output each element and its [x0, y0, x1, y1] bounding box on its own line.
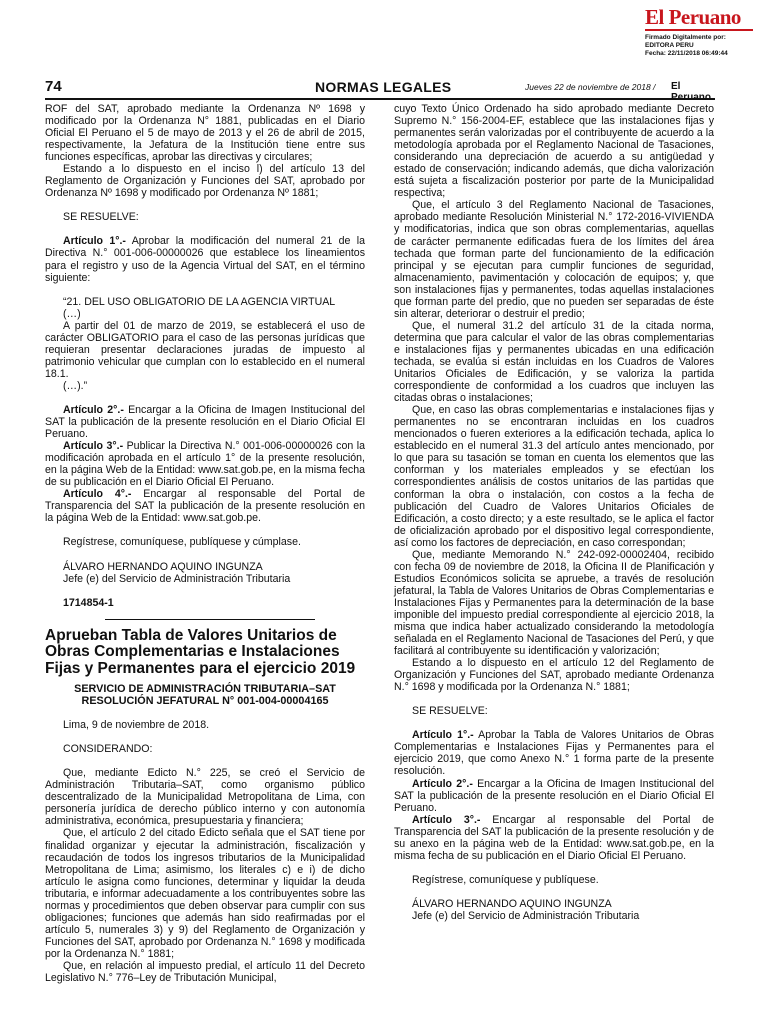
quote-body: A partir del 01 de marzo de 2019, se establecerá el uso de carácter OBLIGATORIO para el caso de las personas jurídicas que requieran presentar declaraciones juradas de impuesto al patrimonio vehicular que cumplan con lo establecido en el numeral 18.1.	[45, 319, 365, 380]
article-label: Artículo 3°.-	[412, 813, 481, 826]
article-text: Aprobar la modificación del numeral 21 de la Directiva N.° 001-006-00000026 que establece los lineamientos para el registro y uso de la Agencia Virtual del SAT, en el término siguiente:	[45, 235, 365, 284]
issue-date: Jueves 22 de noviembre de 2018 /	[525, 82, 656, 92]
paragraph: Que, en caso las obras complementarias e instalaciones fijas y permanentes no se encontraran incluidas en los cuadros mencionados o fueren exteriores a la edificación techada, aplica lo establecido en el numeral 31.3 del artículo antes mencionado, por lo que para su tasación se toman en cuenta los elementos que las conforman y los materiales empleados y se efectúan los correspondientes análisis de costos unitarios de las partidas que conforman la obra o instalación, con costos a la fecha de publicación del Cuadro de Valores Unitarios Oficiales de Edificación, a costo directo; y a este resultado, se le aplica el factor de oficialización aprobado por el dispositivo legal correspondiente, así como los factores de depreciación, en caso correspondan;	[394, 404, 714, 549]
article-label: Artículo 1°.-	[412, 729, 474, 742]
article-3	[45, 440, 365, 488]
article-text: Encargar al responsable del Portal de Transparencia del SAT la publicación de la presente resolución y de su anexo en la página web de la Entidad: www.sat.gob.pe, en la misma fecha de su publicación en el Diario Oficial El Peruano.	[394, 813, 714, 862]
publication-code: 1714854-1	[63, 596, 114, 609]
paragraph: Que, en relación al impuesto predial, el artículo 11 del Decreto Legislativo N.° 776–Ley de Tributación Municipal,	[45, 959, 365, 985]
header-rule	[45, 98, 715, 100]
article-label: Artículo 4°.-	[63, 488, 132, 501]
place-date: Lima, 9 de noviembre de 2018.	[63, 719, 210, 732]
article-text: Encargar al responsable del Portal de Transparencia del SAT la publicación de la presente resolución en la página Web de la Entidad: www.sat.gob.pe.	[45, 488, 365, 525]
paragraph: Que, mediante Edicto N.° 225, se creó el Servicio de Administración Tributaria–SAT, como organismo público descentralizado de la Municipalidad Metropolitana de Lima, con personería jurídica de derecho público interno y con autonomía administrativa, económica, presupuestaria y financiera;	[45, 767, 365, 828]
article-label: Artículo 2°.-	[63, 403, 124, 416]
closing-formula: Regístrese, comuníquese, publíquese y cúmplase.	[63, 536, 301, 549]
considerando: CONSIDERANDO:	[63, 743, 153, 756]
el-peruano-logo: El Peruano	[645, 5, 741, 29]
paragraph: Estando a lo dispuesto en el artículo 12 del Reglamento de Organización y Funciones del SAT, aprobado mediante Ordenanza N.° 1698 y modificada por la Ordenanza N.° 1881;	[394, 657, 714, 694]
article-1	[45, 235, 365, 283]
masthead	[645, 6, 763, 58]
section-title: NORMAS LEGALES	[315, 79, 452, 95]
article-text: Encargar a la Oficina de Imagen Institucional del SAT la publicación de la presente resolución en el Diario Oficial El Peruano.	[45, 403, 365, 441]
article-label: Artículo 3°.-	[63, 440, 124, 453]
right-column	[394, 103, 714, 922]
article-text: Publicar la Directiva N.° 001-006-00000026 con la modificación aprobada en el artículo 1° de la presente resolución, en la página Web de la Entidad: www.sat.gob.pe, en la misma fecha de su publicación en el Diario Oficial El Peruano.	[45, 440, 365, 489]
paragraph: Que, el numeral 31.2 del artículo 31 de la citada norma, determina que para calcular el valor de las obras complementarias e instalaciones fijas y permanentes ubicadas en una edificación techada, se evalúa si están incluidas en los Cuadros de Valores Unitarios Oficiales de Edificación, y se valoriza la partida correspondiente de conformidad a los cuadros que incluyen las citadas obras o instalaciones;	[394, 319, 714, 405]
signer-name: ÁLVARO HERNANDO AQUINO INGUNZA	[63, 560, 263, 573]
article-label: Artículo 2°.-	[412, 777, 473, 790]
signature-line-2: EDITORA PERU	[645, 42, 694, 49]
institution-name: SERVICIO DE ADMINISTRACIÓN TRIBUTARIA–SAT	[74, 683, 336, 696]
paragraph: Estando a lo dispuesto en el inciso l) del artículo 13 del Reglamento de Organización y Funciones del SAT, aprobado por Ordenanza Nº 1698 y modificado por Ordenanza Nº 1881;	[45, 163, 365, 200]
se-resuelve: SE RESUELVE:	[412, 705, 488, 718]
signature-line-3: Fecha: 22/11/2018 06:49:44	[645, 50, 728, 57]
logo-underline	[645, 29, 753, 31]
article-1	[394, 729, 714, 777]
left-column	[45, 103, 365, 984]
quote-ellipsis: (…)	[63, 307, 81, 320]
separator-line	[105, 619, 315, 620]
article-3	[394, 814, 714, 862]
signer-name: ÁLVARO HERNANDO AQUINO INGUNZA	[412, 897, 612, 910]
closing-formula: Regístrese, comuníquese y publíquese.	[412, 873, 599, 886]
paragraph: cuyo Texto Único Ordenado ha sido aprobado mediante Decreto Supremo N.° 156-2004-EF, establece que las instalaciones fijas y permanentes serán valorizadas por el contribuyente de acuerdo a la metodología aprobada por el Reglamento Nacional de Tasaciones, considerando una depreciación de acuerdo a su antigüedad y estado de conservación; indicando además, que dicha valorización está sujeta a fiscalización posterior por parte de la Municipalidad respectiva;	[394, 103, 714, 200]
paragraph: Que, el artículo 2 del citado Edicto señala que el SAT tiene por finalidad organizar y ejecutar la administración, fiscalización y recaudación de todos los ingresos tributarios de la Municipalidad Metropolitana de Lima; asimismo, los literales c) e i) de dicho artículo le asigna como funciones, determinar y liquidar la deuda tributaria, e informar adecuadamente a los contribuyentes sobre las normas y procedimientos que deben observar para cumplir con sus obligaciones; funciones que además han sido reafirmadas por el artículo 5, numerales 3) y 9) del Reglamento de Organización y Funciones del SAT, aprobado por Ordenanza N.° 1698 y modificada por la Ordenanza N.° 1881;	[45, 827, 365, 960]
article-text: Encargar a la Oficina de Imagen Institucional del SAT la publicación de la presente resolución en el Diario Oficial El Peruano.	[394, 777, 714, 814]
paragraph: Que, mediante Memorando N.° 242-092-00002404, recibido con fecha 09 de noviembre de 2018, la Oficina II de Planificación y Estudios Económicos solicita se apruebe, a través de resolución jefatural, la Tabla de Valores Unitarios de Obras Complementarias e Instalaciones Fijas y Permanentes para la determinación de la base imponible del impuesto predial correspondiente al ejercicio 2018, la misma que indica haber actualizado considerando la metodología señalada en el Reglamento Nacional de Tasaciones del Perú, y que facilitará al contribuyente su identificación y valorización;	[394, 548, 714, 658]
quote-ellipsis-end: (…).”	[63, 379, 88, 392]
signer-role: Jefe (e) del Servicio de Administración Tributaria	[63, 572, 291, 585]
article-2	[394, 778, 714, 814]
signer-role: Jefe (e) del Servicio de Administración Tributaria	[412, 909, 640, 922]
page-header	[45, 78, 715, 103]
signature-line-1: Firmado Digitalmente por:	[645, 34, 726, 41]
se-resuelve: SE RESUELVE:	[63, 211, 139, 224]
resolution-number: RESOLUCIÓN JEFATURAL N° 001-004-00004165	[81, 695, 329, 708]
header-brand: El Peruano	[671, 81, 712, 103]
article-text: Aprobar la Tabla de Valores Unitarios de Obras Complementarias e Instalaciones Fijas y Permanentes para el ejercicio 2019, que como Anexo N.° 1 forma parte de la presente resolución.	[394, 729, 714, 778]
article-label: Artículo 1°.-	[63, 235, 126, 248]
page-number: 74	[45, 78, 62, 95]
paragraph: Que, el artículo 3 del Reglamento Nacional de Tasaciones, aprobado mediante Resolución Ministerial N.° 172-2016-VIVIENDA y modificatorias, indica que son obras complementarias, aquellas de carácter permanente edificadas fuera de los límites del área techada que forman parte del funcionamiento de la edificación principal y se ejecutan para cumplir funciones de seguridad, almacenamiento, pavimentación y colocación de equipos; y, que son instalaciones fijas y permanentes, todas aquellas instalaciones que forman parte del predio, que no pueden ser separadas de éste sin alterar, deteriorar o destruir el predio;	[394, 199, 714, 320]
resolution-title: Aprueban Tabla de Valores Unitarios de Obras Complementarias e Instalaciones Fijas y Permanentes para el ejercicio 2019	[45, 626, 356, 677]
article-2	[45, 404, 365, 440]
paragraph: ROF del SAT, aprobado mediante la Ordenanza Nº 1698 y modificado por la Ordenanza N° 1881, publicadas en el Diario Oficial El Peruano el 5 de mayo de 2013 y el 26 de abril de 2015, respectivamente, la Jefatura de la Institución tiene entre sus funciones específicas, aprobar las directivas y circulares;	[45, 103, 365, 164]
article-4	[45, 488, 365, 524]
quote-heading: “21. DEL USO OBLIGATORIO DE LA AGENCIA VIRTUAL	[63, 295, 336, 308]
